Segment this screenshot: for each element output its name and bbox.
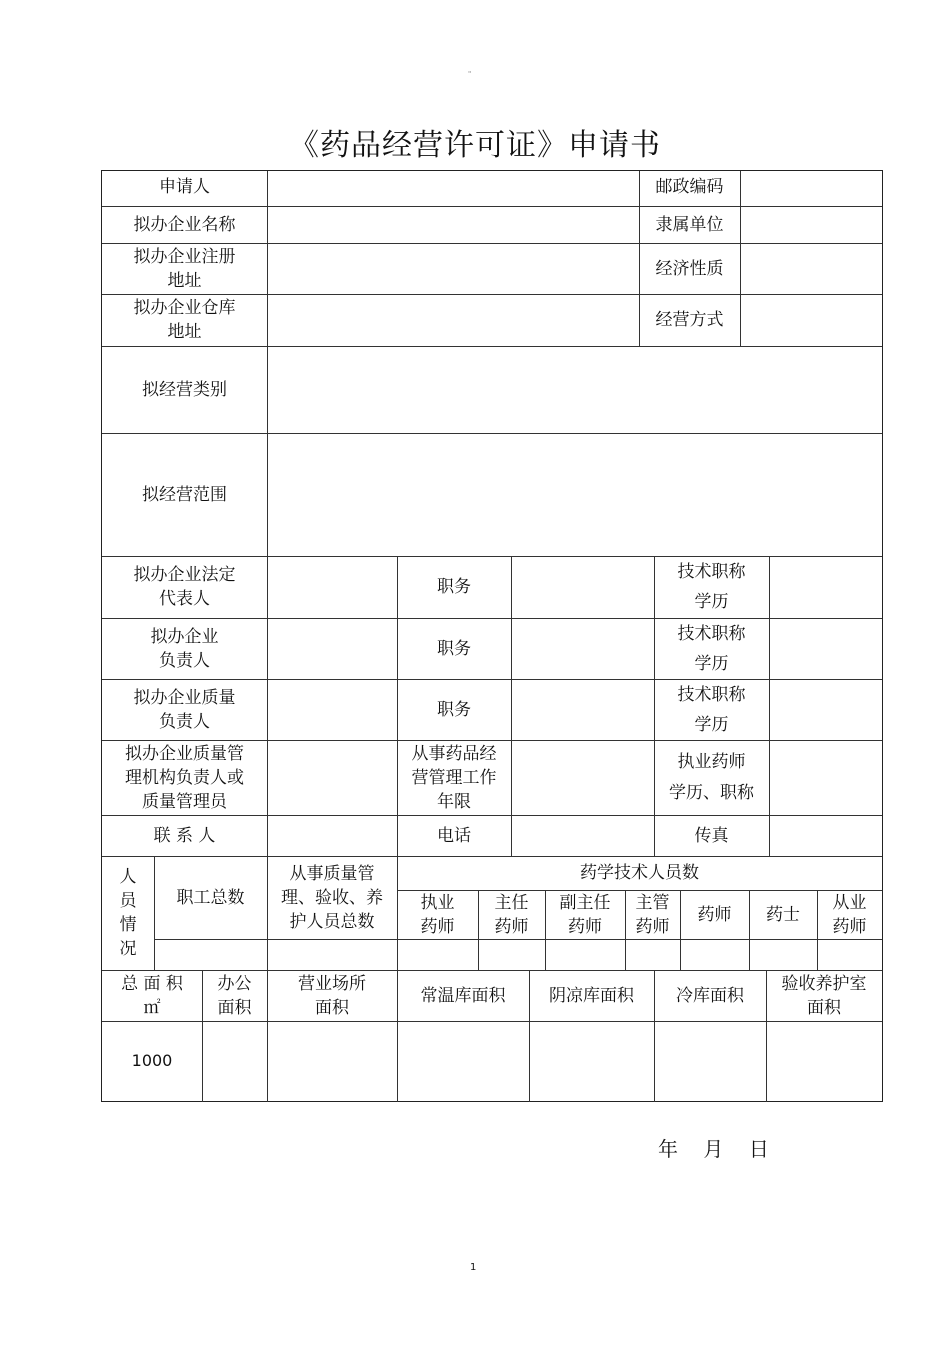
staff-situation-label: 人 员 情 况 bbox=[119, 867, 137, 959]
staff-col-chief-pharmacist: 主任 药师 bbox=[494, 892, 529, 937]
staff-col-licensed-pharmacist: 执业 药师 bbox=[420, 892, 455, 937]
staff-col-deputy-chief-pharmacist: 副主任 药师 bbox=[559, 892, 611, 937]
applicant-label: 申请人 bbox=[159, 177, 210, 197]
staff-col-assistant-pharmacist: 药士 bbox=[766, 904, 800, 925]
area-col-cold-storage: 冷库面积 bbox=[676, 985, 744, 1006]
area-col-normal-temp-storage: 常温库面积 bbox=[420, 985, 506, 1006]
total-area-value: 1000 bbox=[131, 1051, 173, 1070]
position-label: 职务 bbox=[437, 699, 471, 720]
company-name-label: 拟办企业名称 bbox=[133, 214, 236, 235]
title-edu-label: 技术职称 学历 bbox=[677, 684, 746, 735]
staff-col-supervising-pharmacist: 主管 药师 bbox=[635, 892, 670, 937]
phone-label: 电话 bbox=[437, 825, 471, 846]
area-col-office: 办公 面积 bbox=[217, 973, 252, 1018]
area-col-inspection-room: 验收养护室 面积 bbox=[781, 973, 867, 1018]
legal-rep-label: 拟办企业法定 代表人 bbox=[133, 565, 236, 609]
title-edu-label: 技术职称 学历 bbox=[677, 562, 746, 612]
warehouse-address-label: 拟办企业仓库 地址 bbox=[133, 298, 236, 342]
total-staff-label: 职工总数 bbox=[176, 887, 245, 908]
quality-org-head-label: 拟办企业质量管 理机构负责人或 质量管理员 bbox=[125, 743, 244, 812]
company-head-label: 拟办企业 负责人 bbox=[150, 626, 219, 671]
postal-code-label: 邮政编码 bbox=[655, 177, 724, 197]
page-number: 1 bbox=[470, 1262, 477, 1273]
affiliated-unit-label: 隶属单位 bbox=[655, 214, 724, 235]
header-mark: " bbox=[468, 70, 472, 78]
business-category-label: 拟经营类别 bbox=[142, 379, 227, 400]
fax-label: 传真 bbox=[694, 825, 729, 846]
application-form-table bbox=[101, 170, 883, 1102]
title-edu-label: 技术职称 学历 bbox=[677, 623, 746, 674]
position-label: 职务 bbox=[437, 638, 471, 659]
registered-address-label: 拟办企业注册 地址 bbox=[133, 246, 236, 291]
quality-head-label: 拟办企业质量 负责人 bbox=[133, 687, 236, 732]
staff-col-pharmacist: 药师 bbox=[697, 904, 732, 925]
document-title: 《药品经营许可证》申请书 bbox=[289, 128, 661, 163]
position-label: 职务 bbox=[437, 577, 471, 597]
quality-staff-label: 从事质量管 理、验收、养 护人员总数 bbox=[281, 863, 383, 932]
area-col-business-premises: 营业场所 面积 bbox=[298, 973, 366, 1018]
staff-col-practicing-pharmacist: 从业 药师 bbox=[832, 892, 867, 937]
area-col-cool-storage: 阴凉库面积 bbox=[549, 985, 634, 1006]
economic-nature-label: 经济性质 bbox=[655, 258, 724, 279]
business-mode-label: 经营方式 bbox=[655, 310, 724, 330]
business-scope-label: 拟经营范围 bbox=[142, 484, 227, 505]
years-experience-label: 从事药品经 营管理工作 年限 bbox=[411, 743, 497, 812]
total-area-label: 总 面 积 ㎡ bbox=[121, 973, 183, 1018]
date-line: 年 月 日 bbox=[658, 1137, 769, 1161]
pharma-staff-count-label: 药学技术人员数 bbox=[580, 863, 699, 883]
contact-person-label: 联 系 人 bbox=[153, 825, 216, 846]
pharmacist-edu-label: 执业药师 学历、职称 bbox=[669, 751, 754, 803]
